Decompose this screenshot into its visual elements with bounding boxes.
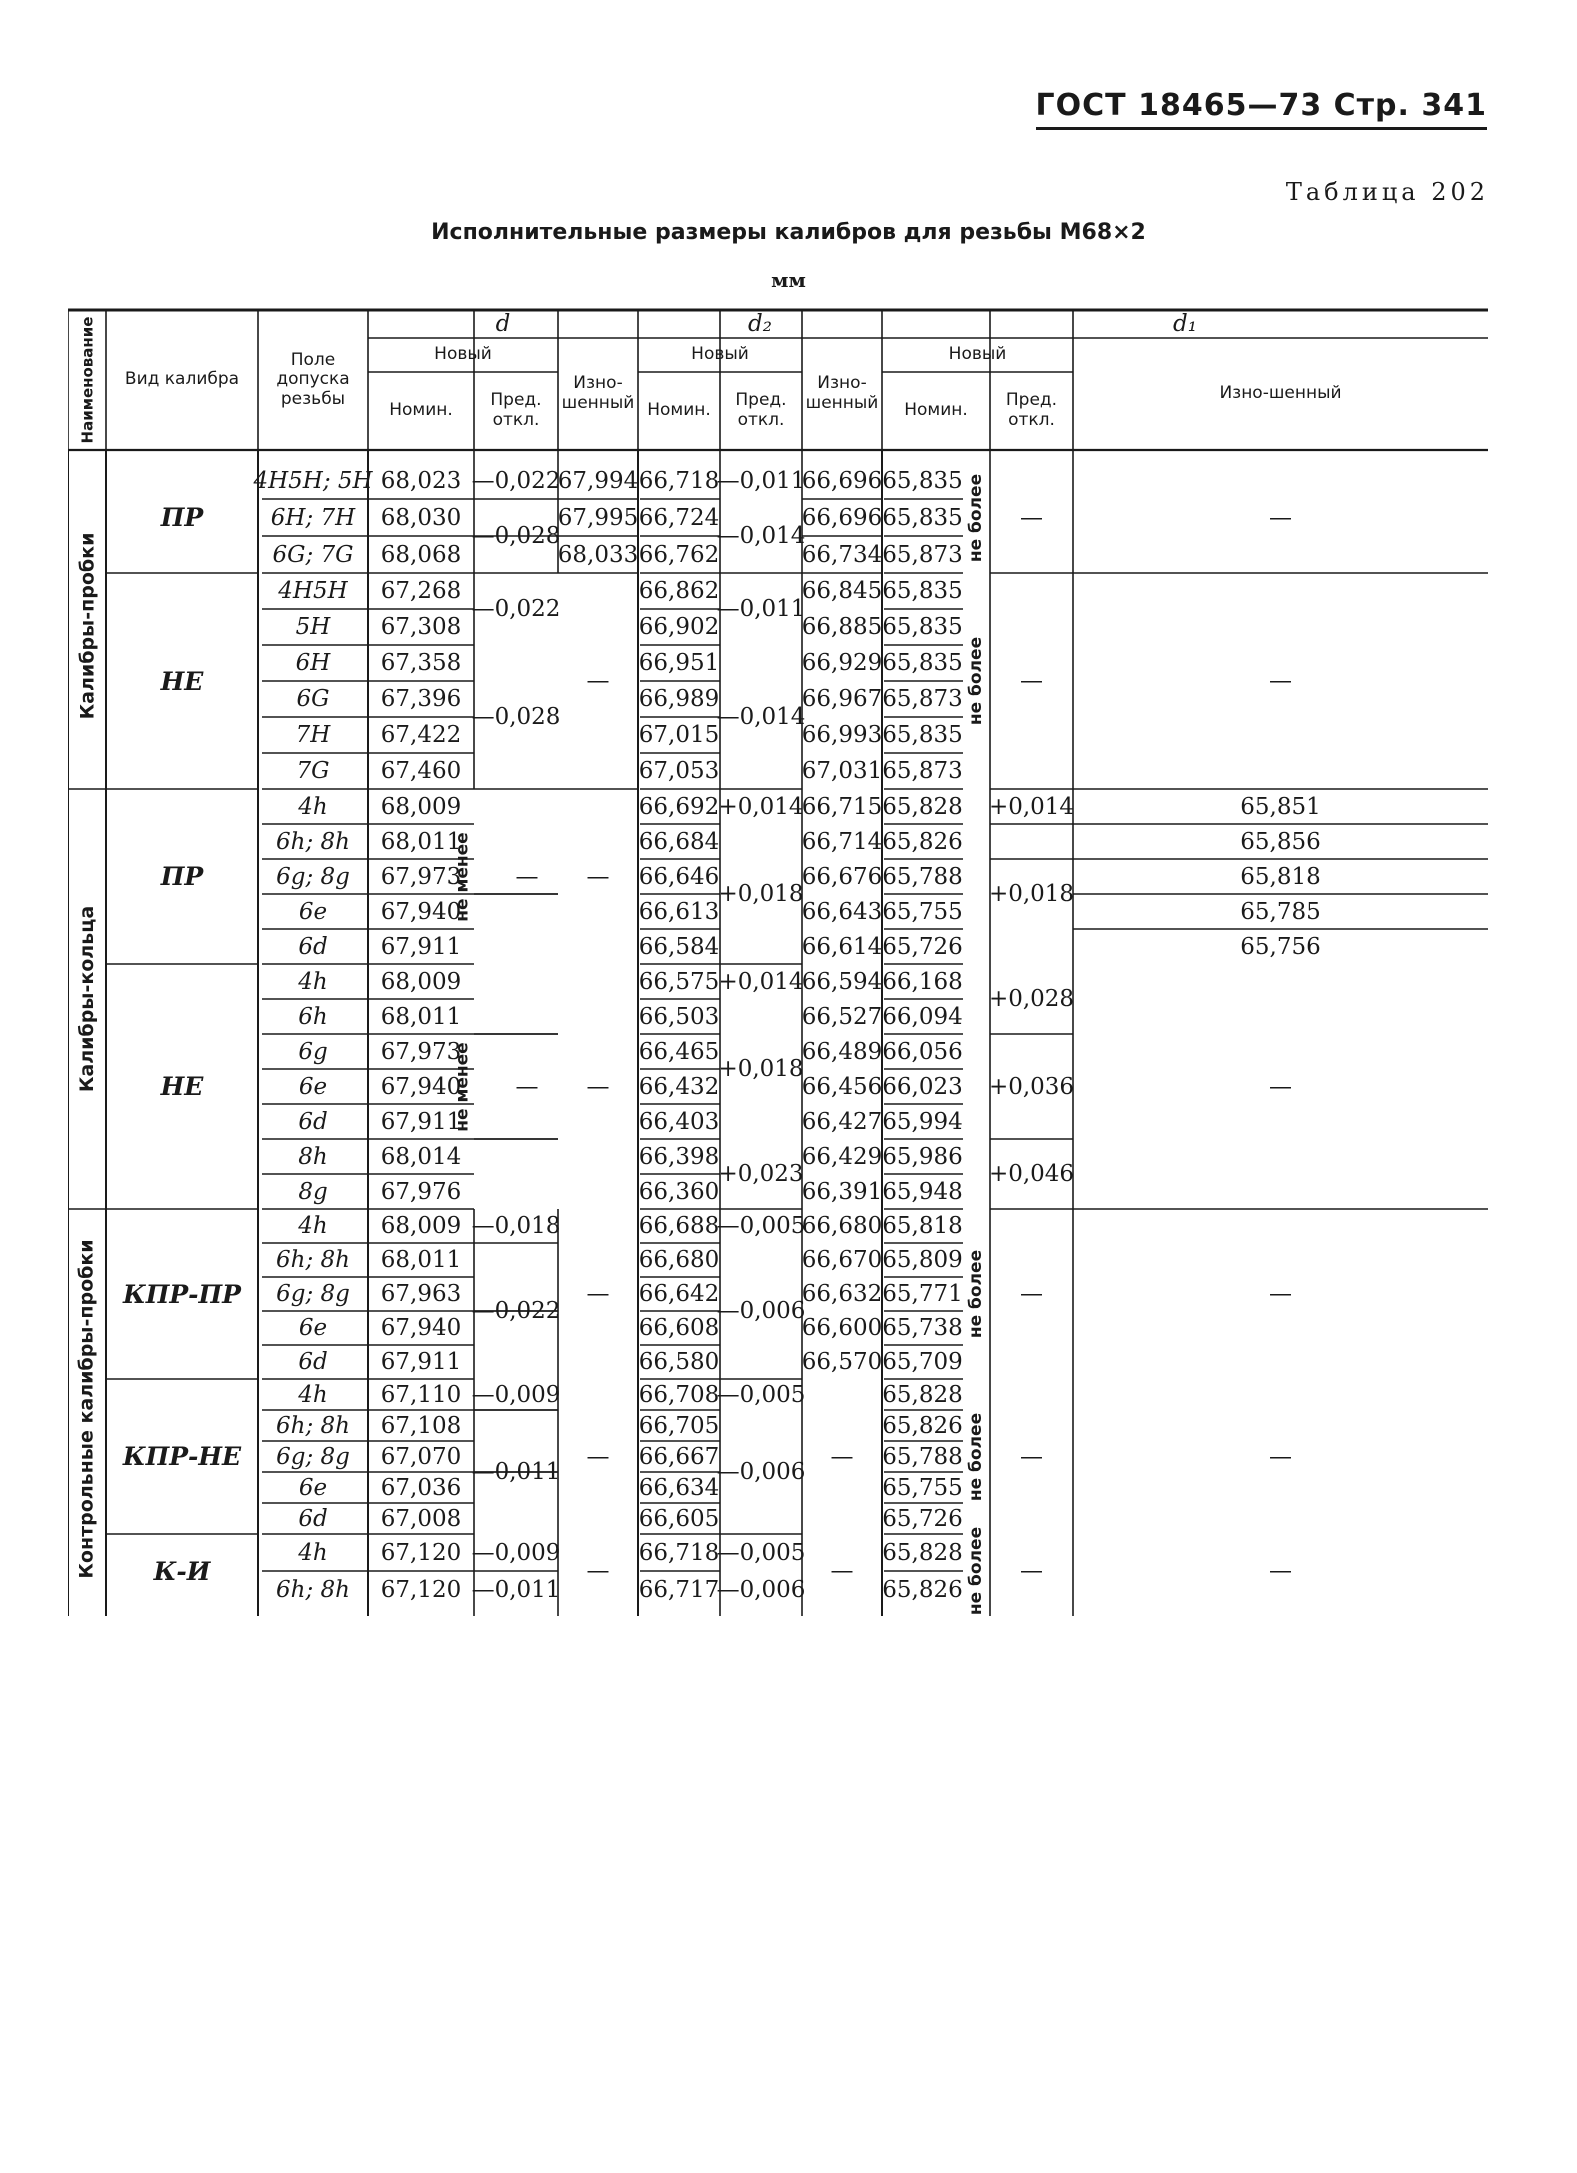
d2-worn: 66,885	[801, 614, 883, 640]
tolerance-field: 4h	[298, 968, 328, 995]
d2-nominal: 66,684	[638, 828, 720, 855]
d2-worn: 66,929	[801, 650, 883, 676]
header-new-2: Новый	[948, 344, 1007, 365]
tolerance-field: 6g	[298, 1038, 328, 1065]
d2-deviation: —0,011	[716, 467, 806, 494]
d-worn-dash: —	[586, 863, 610, 890]
tolerance-field: 6h; 8h	[276, 1576, 350, 1603]
d-nominal: 67,358	[380, 650, 462, 676]
d-nominal: 68,030	[380, 504, 462, 531]
d2-worn: 66,570	[801, 1349, 883, 1375]
header-dev-2: Пред. откл.	[1005, 390, 1058, 430]
d1-nominal: 65,873	[882, 758, 963, 784]
d2-worn: 66,643	[801, 898, 883, 925]
d2-deviation: —0,006	[716, 1459, 806, 1485]
d1-nominal: 65,826	[882, 1576, 963, 1603]
d2-nominal: 66,613	[638, 898, 720, 925]
d1-worn: 65,851	[1240, 793, 1321, 820]
tolerance-field: 7H	[295, 722, 331, 748]
d1-deviation: +0,014	[988, 793, 1075, 820]
header-worn-1: Изно-шенный	[805, 373, 879, 413]
tolerance-field: 4h	[298, 1381, 328, 1408]
not-more-note	[963, 462, 990, 573]
header-worn-2: Изно-шенный	[1219, 383, 1342, 404]
tolerance-field: 6H	[295, 650, 331, 676]
d1-deviation: +0,028	[988, 986, 1075, 1012]
tolerance-field: 6d	[298, 933, 328, 960]
gauge-kind-1: НЕ	[160, 666, 204, 696]
d-nominal: 68,011	[380, 1247, 462, 1273]
gauge-kind-5: КПР-НЕ	[122, 1442, 242, 1471]
group-plugs	[68, 462, 106, 789]
tolerance-field: 6d	[298, 1108, 328, 1135]
d1-nominal: 65,818	[882, 1213, 963, 1239]
d-nominal: 67,940	[380, 898, 462, 925]
d2-worn: 66,614	[801, 933, 883, 960]
gauge-kind-3: НЕ	[160, 1072, 204, 1101]
d2-nominal: 66,989	[638, 686, 720, 712]
d1-nominal: 65,835	[882, 722, 963, 748]
not-more-note-text: не более	[966, 1412, 987, 1501]
d1-deviation-dash: —	[1020, 1281, 1043, 1307]
d-deviation: —0,011	[471, 1459, 561, 1485]
header-kind: Вид калибра	[124, 369, 240, 390]
header-nom-0: Номин.	[389, 400, 453, 421]
d2-worn: 66,489	[801, 1038, 883, 1065]
d-nominal: 68,023	[380, 467, 462, 494]
d-deviation-dash: —	[515, 1073, 539, 1100]
d-nominal: 68,068	[380, 541, 462, 568]
d2-deviation: —0,014	[716, 523, 806, 549]
not-more-note	[963, 573, 990, 789]
d2-worn: 66,676	[801, 863, 883, 890]
d2-deviation: —0,014	[716, 704, 806, 730]
d2-nominal: 66,724	[638, 504, 720, 531]
not-less-note-text: не менее	[453, 831, 473, 922]
tolerance-field: 6G; 7G	[272, 541, 354, 568]
header-dev-1: Пред. откл.	[735, 390, 787, 430]
d-nominal: 67,963	[380, 1281, 462, 1307]
d2-nominal: 66,692	[638, 793, 720, 820]
d1-nominal: 65,826	[882, 1412, 963, 1439]
d-nominal: 67,940	[380, 1315, 462, 1341]
d2-nominal: 66,708	[638, 1381, 720, 1408]
header-new-1: Новый	[691, 344, 749, 365]
tolerance-field: 4H5H; 5H	[253, 467, 373, 494]
d1-worn: 65,818	[1240, 863, 1321, 890]
tolerance-field: 6g; 8g	[276, 1443, 350, 1470]
d1-nominal: 65,986	[882, 1143, 963, 1170]
d-nominal: 68,014	[380, 1143, 462, 1170]
d1-worn: 65,756	[1240, 933, 1321, 960]
d2-worn: 66,429	[801, 1143, 883, 1170]
d-nominal: 67,976	[380, 1178, 462, 1205]
d2-worn: 66,527	[801, 1003, 883, 1030]
tolerance-field: 6g; 8g	[276, 863, 350, 890]
d1-nominal: 65,873	[882, 686, 963, 712]
d1-nominal: 65,771	[882, 1281, 963, 1307]
d2-deviation: +0,023	[718, 1161, 804, 1187]
d-worn: 68,033	[557, 541, 639, 568]
group-rings-text: Калибры-кольца	[76, 905, 98, 1093]
d1-nominal: 65,873	[882, 541, 963, 568]
gauge-dimensions-table	[68, 300, 1488, 2040]
not-less-note	[450, 964, 476, 1209]
d1-nominal: 65,809	[882, 1247, 963, 1273]
d1-nominal: 65,835	[882, 614, 963, 640]
tolerance-field: 7G	[296, 758, 330, 784]
d2-nominal: 67,015	[638, 722, 720, 748]
d2-worn: 66,714	[801, 828, 883, 855]
header-dev-0: Пред. откл.	[490, 390, 542, 430]
d-nominal: 67,268	[380, 578, 462, 604]
units-label: мм	[771, 268, 806, 292]
tolerance-field: 5H	[295, 614, 331, 640]
d2-worn: 67,031	[801, 758, 883, 784]
d-nominal: 68,011	[380, 828, 462, 855]
d2-nominal: 66,503	[638, 1003, 720, 1030]
d1-worn-dash: —	[1269, 668, 1292, 694]
not-more-note	[963, 1526, 990, 1616]
tolerance-field: 6e	[298, 1073, 328, 1100]
tolerance-field: 4h	[298, 1213, 328, 1239]
d2-nominal: 66,360	[638, 1178, 720, 1205]
not-less-note-text: не менее	[453, 1041, 473, 1132]
d1-worn: 65,785	[1240, 898, 1321, 925]
d1-nominal: 65,726	[882, 1505, 963, 1532]
d-nominal: 67,120	[380, 1539, 462, 1566]
tolerance-field: 4h	[298, 793, 328, 820]
d-deviation: —0,011	[471, 1576, 561, 1603]
d-deviation: —0,009	[471, 1381, 561, 1408]
header-d2: d₂	[748, 311, 772, 337]
d2-worn: 66,967	[801, 686, 883, 712]
tolerance-field: 6e	[298, 1315, 328, 1341]
d1-nominal: 65,738	[882, 1315, 963, 1341]
d-nominal: 67,070	[380, 1443, 462, 1470]
d2-nominal: 66,688	[638, 1213, 720, 1239]
group-control-plugs	[68, 1209, 106, 1608]
d2-nominal: 66,398	[638, 1143, 720, 1170]
d-nominal: 67,108	[380, 1412, 462, 1439]
d1-nominal: 65,709	[882, 1349, 963, 1375]
d2-nominal: 66,717	[638, 1576, 720, 1603]
group-rings	[68, 789, 106, 1209]
d2-worn: 66,391	[801, 1178, 883, 1205]
group-control-plugs-text: Контрольные калибры-пробки	[76, 1238, 99, 1579]
d-nominal: 68,009	[380, 793, 462, 820]
header-new-0: Новый	[434, 344, 492, 365]
d2-worn: 66,715	[801, 793, 883, 820]
not-more-note-text: не более	[966, 473, 987, 562]
tolerance-field: 6h	[298, 1003, 328, 1030]
d2-worn: 66,670	[801, 1247, 883, 1273]
d1-nominal: 66,023	[882, 1073, 963, 1100]
d2-nominal: 66,951	[638, 650, 720, 676]
d-nominal: 67,973	[380, 863, 462, 890]
table-title: Исполнительные размеры калибров для резьбы М68×2	[431, 220, 1146, 245]
d-worn: 67,995	[557, 504, 639, 531]
d-nominal: 67,911	[380, 1108, 462, 1135]
tolerance-field: 4h	[298, 1539, 328, 1566]
tolerance-field: 6d	[298, 1505, 328, 1532]
d2-worn-dash: —	[830, 1443, 854, 1470]
d1-nominal: 66,094	[882, 1003, 963, 1030]
d2-nominal: 66,465	[638, 1038, 720, 1065]
d-nominal: 67,308	[380, 614, 462, 640]
d2-deviation: —0,006	[716, 1576, 806, 1603]
d-nominal: 67,396	[380, 686, 462, 712]
d2-nominal: 66,667	[638, 1443, 720, 1470]
d2-deviation: —0,005	[716, 1539, 806, 1566]
d-deviation: —0,022	[471, 467, 561, 494]
d2-nominal: 66,718	[638, 1539, 720, 1566]
d2-nominal: 66,432	[638, 1073, 720, 1100]
d1-worn-dash: —	[1269, 1443, 1292, 1470]
header-nom-2: Номин.	[904, 400, 968, 421]
d-nominal: 67,911	[380, 1349, 462, 1375]
d1-worn-dash: —	[1269, 1558, 1292, 1584]
gauge-kind-6: К-И	[153, 1556, 211, 1586]
d1-nominal: 65,828	[882, 1381, 963, 1408]
d1-deviation-dash: —	[1020, 1558, 1043, 1584]
d2-worn: 66,594	[801, 968, 883, 995]
d2-worn: 66,696	[801, 504, 883, 531]
d-nominal: 68,009	[380, 1213, 462, 1239]
d2-worn: 66,680	[801, 1213, 883, 1239]
d-worn-dash: —	[586, 668, 610, 694]
not-more-note-text: не более	[966, 1249, 987, 1339]
d1-deviation-dash: —	[1020, 1443, 1043, 1470]
d-deviation: —0,009	[471, 1539, 561, 1566]
gauge-kind-0: ПР	[160, 503, 204, 532]
d1-deviation-dash: —	[1020, 504, 1043, 531]
d-deviation-dash: —	[515, 863, 539, 890]
d-nominal: 67,422	[380, 722, 462, 748]
tolerance-field: 6H; 7H	[270, 504, 356, 531]
d1-nominal: 65,726	[882, 933, 963, 960]
header-name	[68, 310, 106, 450]
tolerance-field: 6g; 8g	[276, 1281, 350, 1307]
not-more-note	[963, 1379, 990, 1534]
header-worn-0: Изно-шенный	[561, 373, 635, 413]
tolerance-field: 8h	[298, 1143, 328, 1170]
d2-deviation: +0,018	[718, 881, 804, 907]
d2-worn: 66,456	[801, 1073, 883, 1100]
d-nominal: 67,110	[380, 1381, 462, 1408]
d2-nominal: 66,718	[638, 467, 720, 494]
d2-nominal: 66,580	[638, 1349, 720, 1375]
d-worn: 67,994	[557, 467, 639, 494]
d1-nominal: 65,755	[882, 1474, 963, 1501]
d2-worn: 66,632	[801, 1281, 883, 1307]
d-deviation: —0,028	[471, 704, 561, 730]
d-nominal: 67,036	[380, 1474, 462, 1501]
d2-nominal: 66,584	[638, 933, 720, 960]
not-more-note-text: не более	[966, 636, 987, 726]
d1-nominal: 65,835	[882, 467, 963, 494]
d-worn-dash: —	[586, 1443, 610, 1470]
d1-nominal: 65,828	[882, 793, 963, 820]
d1-worn-dash: —	[1269, 504, 1292, 531]
d2-deviation: —0,006	[716, 1298, 806, 1324]
d2-worn: 66,427	[801, 1108, 883, 1135]
d2-nominal: 66,634	[638, 1474, 720, 1501]
d1-nominal: 65,994	[882, 1108, 963, 1135]
header-field: Поле допуска резьбы	[276, 349, 350, 409]
d1-deviation-dash: —	[1020, 668, 1043, 694]
d2-nominal: 66,646	[638, 863, 720, 890]
d1-nominal: 65,826	[882, 828, 963, 855]
d1-nominal: 65,788	[882, 1443, 963, 1470]
d-nominal: 68,009	[380, 968, 462, 995]
tolerance-field: 8g	[298, 1178, 328, 1205]
not-less-note	[450, 789, 476, 964]
page-header: ГОСТ 18465—73 Стр. 341	[1036, 88, 1487, 130]
d-nominal: 68,011	[380, 1003, 462, 1030]
d1-worn: 65,856	[1240, 828, 1321, 855]
d1-worn-dash: —	[1269, 1073, 1292, 1100]
d1-nominal: 66,056	[882, 1038, 963, 1065]
header-d: d	[495, 311, 511, 337]
d-nominal: 67,940	[380, 1073, 462, 1100]
tolerance-field: 6e	[298, 898, 328, 925]
d1-nominal: 65,755	[882, 898, 963, 925]
d1-nominal: 65,828	[882, 1539, 963, 1566]
d-nominal: 67,911	[380, 933, 462, 960]
table-number: Таблица 202	[1285, 178, 1489, 206]
d2-nominal: 66,762	[638, 541, 720, 568]
not-more-note-text: не более	[966, 1526, 987, 1616]
tolerance-field: 6e	[298, 1474, 328, 1501]
tolerance-field: 6h; 8h	[276, 1247, 350, 1273]
d1-nominal: 65,948	[882, 1178, 963, 1205]
d2-worn: 66,696	[801, 467, 883, 494]
d2-nominal: 67,053	[638, 758, 720, 784]
d-worn-dash: —	[586, 1281, 610, 1307]
header-name-text: Наименование	[78, 316, 97, 444]
d2-deviation: +0,018	[718, 1056, 804, 1082]
d-deviation: —0,022	[471, 1298, 561, 1324]
d-deviation: —0,028	[471, 523, 561, 549]
tolerance-field: 6h; 8h	[276, 1412, 350, 1439]
d1-worn-dash: —	[1269, 1281, 1292, 1307]
d1-nominal: 66,168	[882, 968, 963, 995]
d2-deviation: +0,014	[718, 968, 804, 995]
d-nominal: 67,120	[380, 1576, 462, 1603]
gauge-kind-2: ПР	[160, 862, 204, 891]
d2-worn: 66,600	[801, 1315, 883, 1341]
d2-worn-dash: —	[830, 1558, 854, 1584]
d1-deviation: +0,046	[988, 1161, 1075, 1187]
d2-nominal: 66,575	[638, 968, 720, 995]
d-nominal: 67,008	[380, 1505, 462, 1532]
d2-deviation: +0,014	[718, 793, 804, 820]
d1-deviation: +0,018	[988, 881, 1075, 907]
tolerance-field: 4H5H	[278, 578, 348, 604]
tolerance-field: 6G	[296, 686, 330, 712]
d2-nominal: 66,902	[638, 614, 720, 640]
tolerance-field: 6h; 8h	[276, 828, 350, 855]
d2-nominal: 66,705	[638, 1412, 720, 1439]
d2-nominal: 66,403	[638, 1108, 720, 1135]
d1-nominal: 65,788	[882, 863, 963, 890]
d-nominal: 67,973	[380, 1038, 462, 1065]
not-more-note	[963, 1209, 990, 1379]
d2-nominal: 66,608	[638, 1315, 720, 1341]
d2-worn: 66,993	[801, 722, 883, 748]
d2-deviation: —0,005	[716, 1381, 806, 1408]
d-deviation: —0,022	[471, 596, 561, 622]
d2-nominal: 66,605	[638, 1505, 720, 1532]
d-deviation: —0,018	[471, 1213, 561, 1239]
header-d1: d₁	[1173, 311, 1197, 337]
d1-nominal: 65,835	[882, 650, 963, 676]
header-nom-1: Номин.	[647, 400, 711, 421]
gauge-kind-4: КПР-ПР	[123, 1279, 241, 1309]
d2-deviation: —0,011	[716, 596, 806, 622]
d2-nominal: 66,642	[638, 1281, 720, 1307]
d2-deviation: —0,005	[716, 1213, 806, 1239]
tolerance-field: 6d	[298, 1349, 328, 1375]
group-plugs-text: Калибры-пробки	[76, 532, 98, 719]
d2-nominal: 66,680	[638, 1247, 720, 1273]
d1-nominal: 65,835	[882, 578, 963, 604]
d-worn-dash: —	[586, 1558, 610, 1584]
d2-worn: 66,845	[801, 578, 883, 604]
d1-nominal: 65,835	[882, 504, 963, 531]
d-nominal: 67,460	[380, 758, 462, 784]
d2-nominal: 66,862	[638, 578, 720, 604]
d-worn-dash: —	[586, 1073, 610, 1100]
d1-deviation: +0,036	[988, 1073, 1075, 1100]
d2-worn: 66,734	[801, 541, 883, 568]
